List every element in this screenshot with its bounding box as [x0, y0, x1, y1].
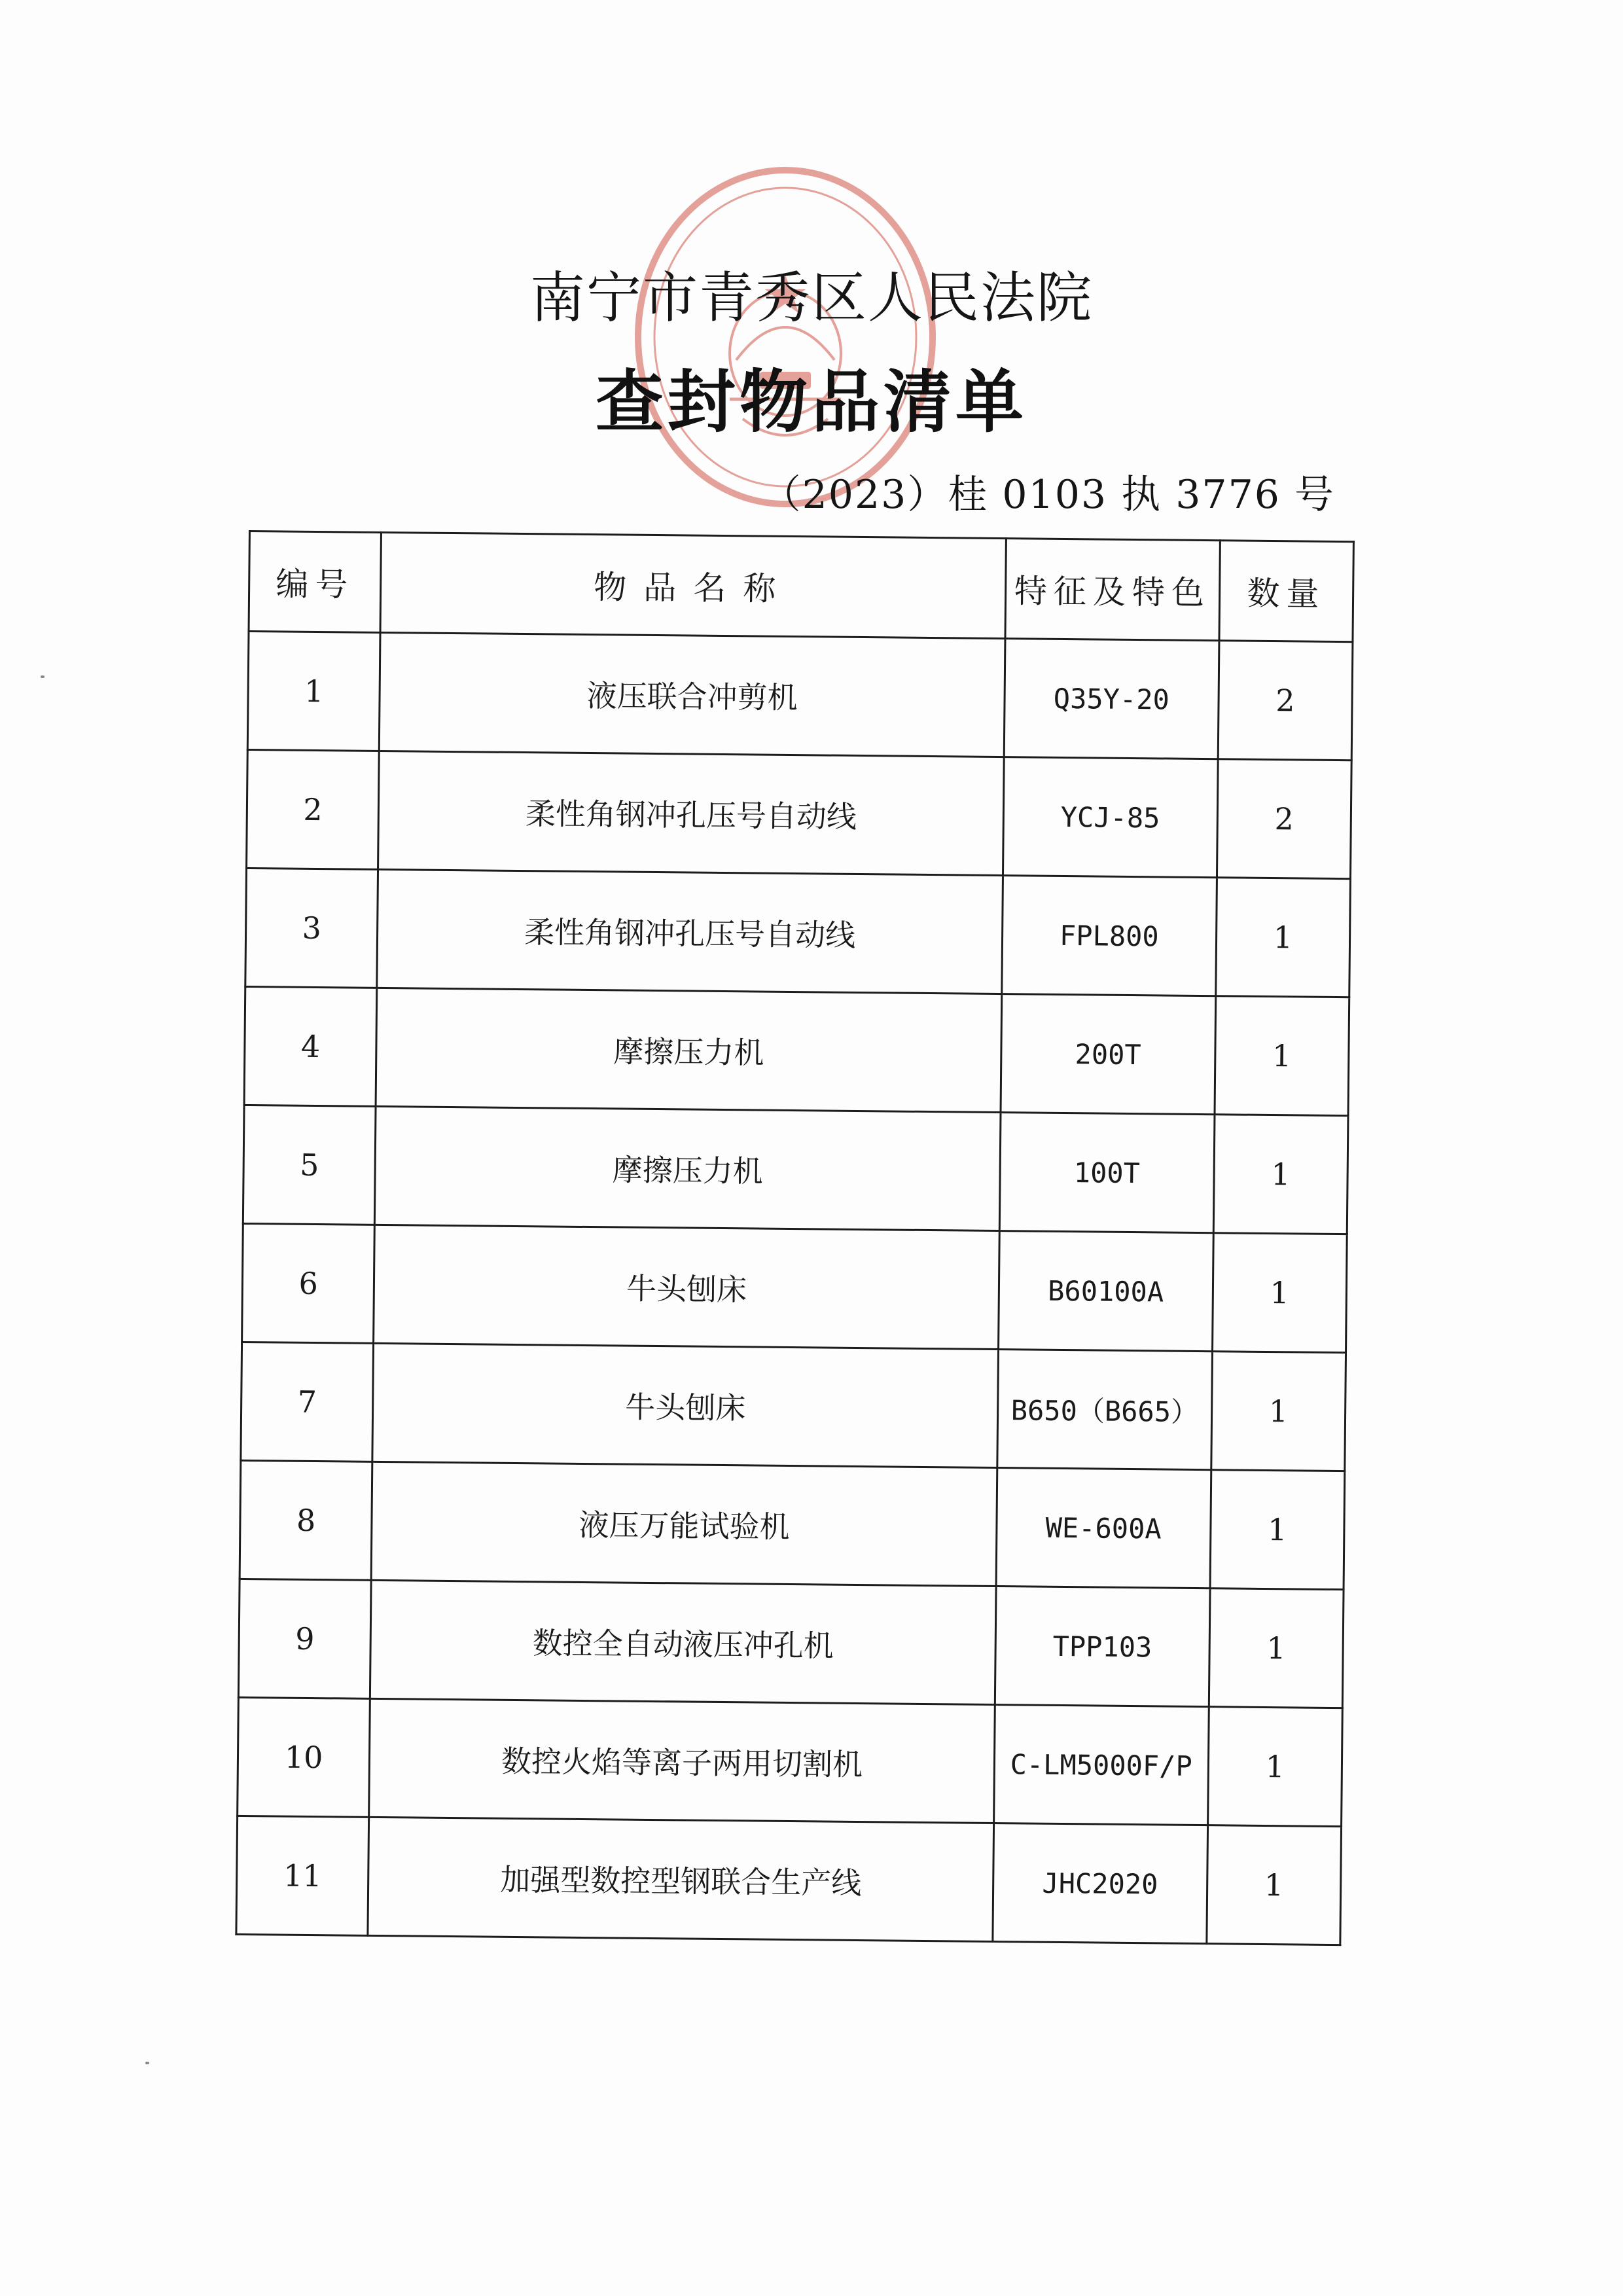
cell-no: 10 [238, 1697, 370, 1817]
header-feature: 特征及特色 [1005, 539, 1220, 641]
cell-name: 液压万能试验机 [371, 1462, 997, 1586]
table-row [242, 1223, 1347, 1352]
cell-name: 液压联合冲剪机 [380, 632, 1005, 757]
table-row [240, 1460, 1345, 1589]
scan-speck [41, 675, 45, 678]
cell-no: 11 [236, 1816, 369, 1935]
cell-feature: B650（B665） [997, 1350, 1213, 1470]
cell-no: 2 [247, 749, 380, 869]
cell-name: 柔性角钢冲孔压号自动线 [378, 751, 1004, 875]
cell-qty: 1 [1215, 996, 1349, 1116]
case-number: （2023）桂 0103 执 3776 号 [761, 472, 1335, 518]
cell-no: 6 [242, 1223, 375, 1343]
header-name: 物品名称 [380, 532, 1006, 638]
cell-qty: 2 [1217, 759, 1351, 879]
cell-no: 4 [244, 986, 377, 1106]
cell-name: 数控火焰等离子两用切割机 [369, 1698, 995, 1823]
cell-no: 3 [245, 868, 378, 988]
cell-qty: 1 [1207, 1825, 1342, 1945]
cell-feature: JHC2020 [993, 1823, 1208, 1944]
cell-feature: FPL800 [1002, 876, 1217, 996]
cell-no: 1 [247, 632, 380, 751]
cell-feature: C-LM5000F/P [993, 1705, 1209, 1825]
cell-feature: WE-600A [996, 1468, 1211, 1588]
scan-speck [145, 2062, 149, 2064]
cell-no: 9 [238, 1579, 371, 1698]
cell-qty: 1 [1212, 1233, 1347, 1353]
cell-no: 8 [240, 1460, 372, 1580]
header-no: 编号 [249, 531, 382, 633]
table-row [238, 1697, 1343, 1826]
cell-feature: Q35Y-20 [1004, 639, 1219, 759]
cell-qty: 1 [1210, 1470, 1345, 1590]
cell-name: 摩擦压力机 [375, 1106, 1001, 1230]
cell-name: 加强型数控型钢联合生产线 [368, 1817, 993, 1941]
cell-no: 7 [241, 1342, 374, 1462]
cell-name: 牛头刨床 [374, 1225, 999, 1349]
cell-name: 数控全自动液压冲孔机 [370, 1580, 996, 1704]
cell-feature: 100T [999, 1113, 1215, 1233]
table-row [238, 1579, 1344, 1708]
cell-name: 柔性角钢冲孔压号自动线 [377, 869, 1003, 994]
cell-feature: TPP103 [995, 1587, 1210, 1707]
court-name: 南宁市青秀区人民法院 [529, 266, 1093, 330]
table-row [245, 868, 1351, 997]
cell-qty: 1 [1211, 1352, 1346, 1471]
cell-qty: 1 [1215, 878, 1350, 997]
cell-qty: 1 [1209, 1588, 1344, 1708]
table-row [241, 1342, 1346, 1471]
table-row [243, 1105, 1348, 1234]
cell-feature: YCJ-85 [1003, 757, 1218, 878]
document-title: 查封物品清单 [595, 362, 1027, 442]
table-row [247, 632, 1353, 761]
table-row [244, 986, 1349, 1115]
table-row [236, 1816, 1342, 1945]
cell-qty: 1 [1213, 1115, 1348, 1234]
cell-no: 5 [243, 1105, 376, 1225]
sealed-items-table [235, 530, 1355, 1946]
court-seal-icon [632, 164, 939, 511]
header-qty: 数量 [1219, 541, 1354, 642]
table-row [247, 749, 1352, 878]
cell-feature: B60100A [998, 1231, 1213, 1352]
cell-qty: 2 [1218, 641, 1353, 761]
table-header-row [249, 531, 1353, 642]
cell-feature: 200T [1001, 994, 1216, 1115]
cell-name: 牛头刨床 [372, 1343, 998, 1467]
cell-qty: 1 [1207, 1707, 1342, 1827]
cell-name: 摩擦压力机 [376, 988, 1001, 1112]
